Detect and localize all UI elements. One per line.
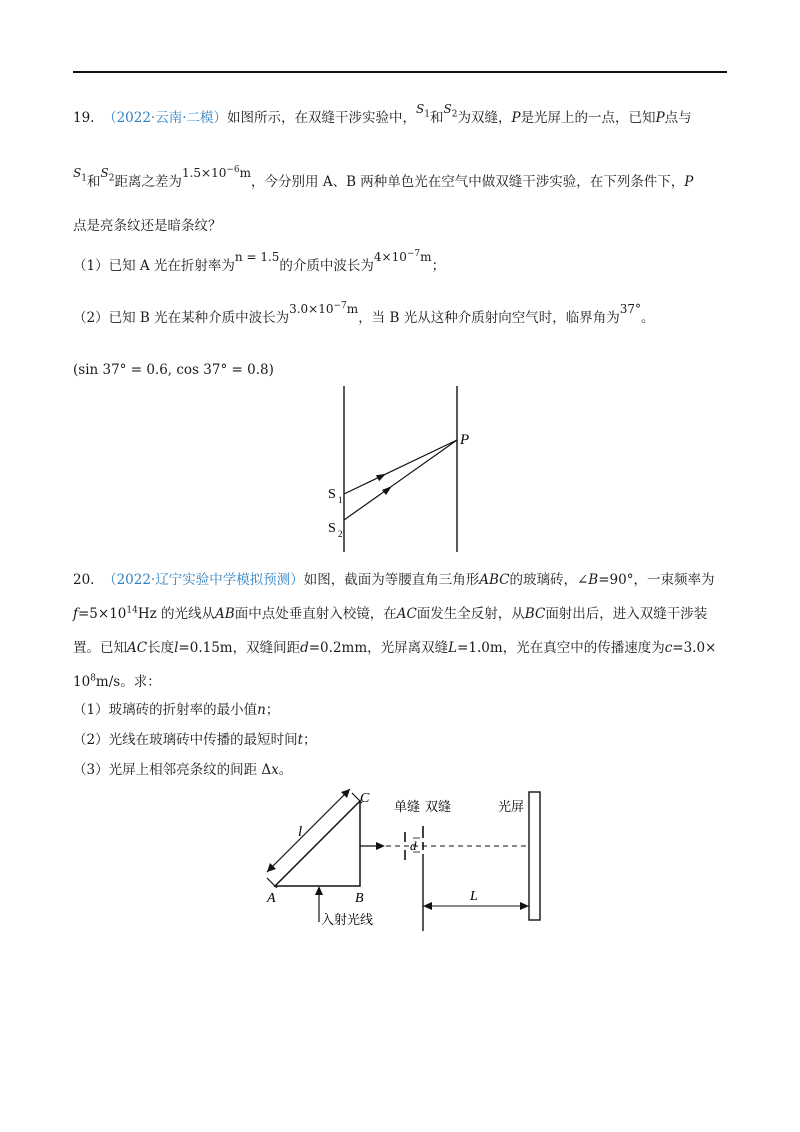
arrow-s2: [382, 486, 392, 495]
glass-prism: [275, 801, 360, 886]
label-incident: 入射光线: [321, 913, 374, 928]
top-rule: [73, 71, 727, 73]
label-screen: 光屏: [498, 800, 525, 815]
arrow-s1: [376, 474, 386, 481]
label-s2: S: [328, 521, 336, 536]
label-single-slit: 单缝: [394, 800, 421, 815]
q19-sub1: （1）已知 A 光在折射率为n = 1.5的介质中波长为$4\times 10^{-7}m$；: [73, 249, 446, 274]
q19-number: 19.: [73, 110, 95, 126]
label-double-slit: 双缝: [425, 800, 452, 815]
q20-source: （2022·辽宁实验中学模拟预测）: [103, 572, 304, 588]
q19-sub2: （2）已知 B 光在某种介质中波长为$3.0\times 10^{-7}m$，当 B 光从这种介质射向空气时，临界角为37°。: [73, 301, 655, 326]
q20-line1: 20. （2022·辽宁实验中学模拟预测）如图，截面为等腰直角三角形ABC的玻璃砖，∠B=90°，一束频率为: [73, 572, 715, 588]
q19-source: （2022·云南·二模）: [103, 110, 228, 126]
label-b: B: [355, 891, 364, 906]
q20-line3: 置。已知AC长度l=0.15m，双缝间距d=0.2mm，光屏离双缝L=1.0m，光在真空中的传播速度为c=3.0×: [73, 640, 717, 656]
label-l: l: [298, 824, 303, 840]
q20-number: 20.: [73, 572, 95, 588]
q19-line2: $S_1$和$S_2$距离之差为$1.5\times 10^{-6}m$，今分别用 A、B 两种单色光在空气中做双缝干涉实验，在下列条件下，P: [73, 165, 694, 190]
svg-text:1: 1: [338, 495, 343, 505]
prism-interference-figure: [255, 786, 555, 931]
label-a: A: [267, 891, 276, 906]
ray-s1: [344, 440, 457, 494]
q20-line2: $f=5\times 10^{14}Hz$ 的光线从AB面中点处垂直射入校镜，在AC面发生全反射，从BC面射出后，进入双缝干涉装: [73, 605, 708, 622]
q19-given: (sin 37° = 0.6, cos 37° = 0.8): [73, 362, 274, 378]
q19-line3: 点是亮条纹还是暗条纹？: [73, 218, 222, 234]
length-l-line: [267, 789, 350, 872]
ray-s2: [344, 440, 457, 520]
label-p: P: [460, 432, 470, 448]
q20-sub1: （1）玻璃砖的折射率的最小值n；: [73, 702, 280, 718]
label-s1: S: [328, 487, 336, 502]
label-c: C: [360, 791, 370, 806]
q20-sub3: （3）光屏上相邻亮条纹的间距 Δx。: [73, 762, 293, 778]
q20-line4: $10^8m/s$。求：: [73, 673, 161, 690]
q19-line1: 19. （2022·云南·二模）如图所示，在双缝干涉实验中，$S_1$和$S_2$为双缝，P是光屏上的一点，已知P点与: [73, 102, 692, 126]
double-slit-figure: [320, 382, 480, 554]
screen: [529, 792, 540, 920]
label-d: d: [410, 838, 417, 853]
q20-sub2: （2）光线在玻璃砖中传播的最短时间t；: [73, 732, 317, 748]
label-L: L: [470, 889, 478, 904]
svg-text:2: 2: [338, 529, 343, 539]
